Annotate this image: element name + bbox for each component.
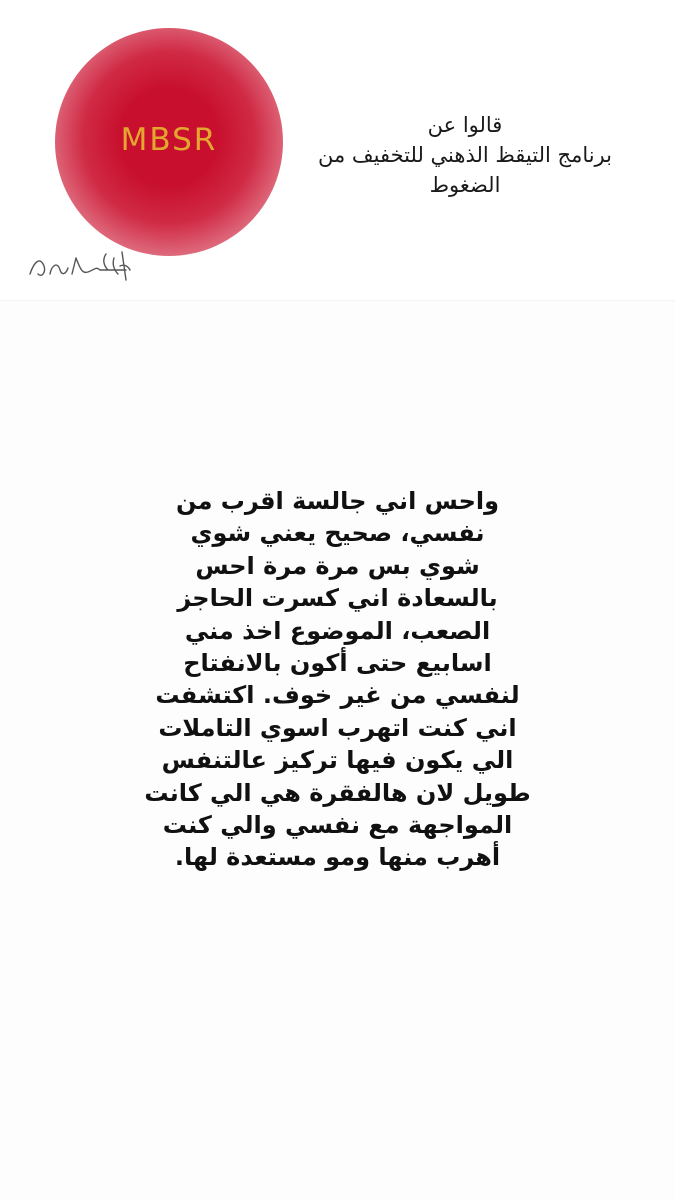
header-title [300, 110, 630, 200]
header-title-line: الضغوط [429, 173, 501, 197]
testimonial-line: الي يكون فيها تركيز عالتنفس [161, 746, 514, 775]
testimonial-line: بالسعادة اني كسرت الحاجز [177, 584, 498, 613]
header-section [0, 0, 675, 300]
testimonial-line: نفسي، صحيح يعني شوي [190, 519, 485, 548]
mbsr-logo [55, 28, 283, 256]
testimonial-line: أهرب منها ومو مستعدة لها. [174, 843, 501, 872]
testimonial-line: طويل لان هالفقرة هي الي كانت [144, 778, 531, 807]
testimonial-line: اني كنت اتهرب اسوي التاملات [158, 713, 517, 742]
testimonial-text [130, 485, 545, 874]
testimonial-line: الصعب، الموضوع اخذ مني [184, 616, 491, 645]
testimonial-line: شوي بس مرة مرة احس [195, 551, 480, 580]
testimonial-line: لنفسي من غير خوف. اكتشفت [155, 681, 520, 710]
testimonial-line: اسابيع حتى أكون بالانفتاح [183, 649, 492, 678]
testimonial-line: المواجهة مع نفسي والي كنت [162, 811, 513, 840]
testimonial-line: واحس اني جالسة اقرب من [175, 487, 500, 515]
handwritten-signature-icon [22, 244, 142, 286]
header-title-line: قالوا عن [427, 113, 503, 137]
logo-text: MBSR [120, 122, 218, 158]
header-title-line: برنامج التيقظ الذهني للتخفيف من [318, 143, 612, 167]
section-divider [0, 300, 675, 301]
